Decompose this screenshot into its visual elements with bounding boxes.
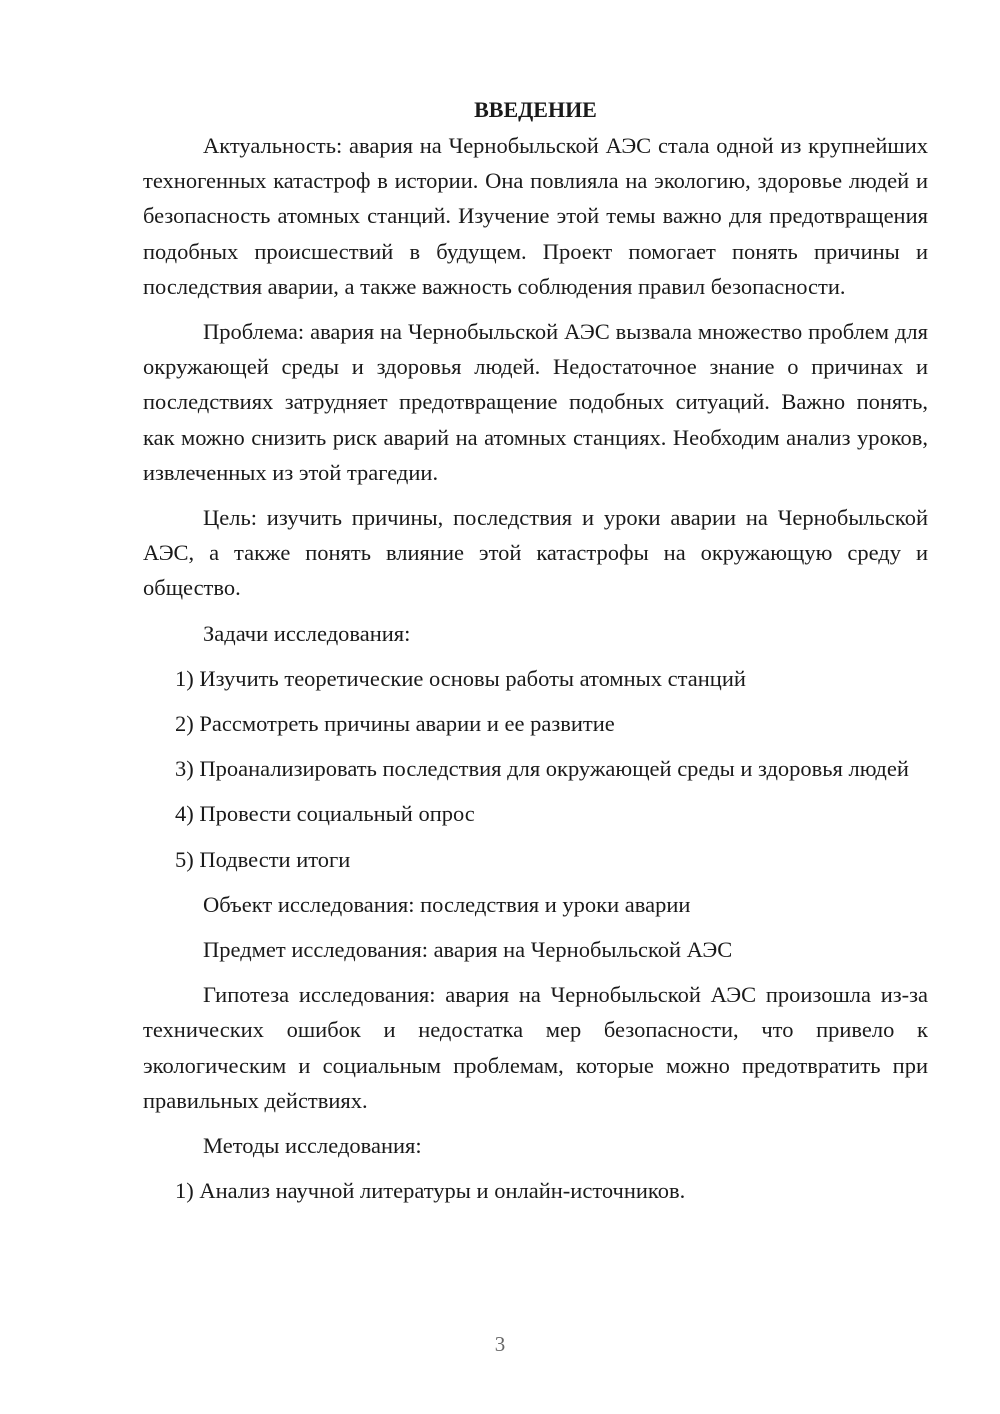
task-item-2: 2) Рассмотреть причины аварии и ее развитие [175, 711, 615, 737]
page-number: 3 [494, 1332, 506, 1356]
tasks-title: Задачи исследования: [203, 620, 411, 646]
task-item-4: 4) Провести социальный опрос [175, 801, 475, 827]
relevance-paragraph: Актуальность: авария на Чернобыльской АЭС стала одной из крупнейших техногенных катастроф в истории. Она повлияла на экологию, здоровье людей и безопасность атомных станций. Изучение этой темы важно для предотвращения подобных происшествий в будущем. Проект помогает понять причины и последствия аварии, а также важность соблюдения правил безопасности. [143, 133, 928, 299]
problem-paragraph: Проблема: авария на Чернобыльской АЭС вызвала множество проблем для окружающей среды и здоровья людей. Недостаточное знание о причинах и последствиях затрудняет предотвращение подобных ситуаций. Важно понять, как можно снизить риск аварий на атомных станциях. Необходим анализ уроков, извлеченных из этой трагедии. [143, 319, 928, 485]
page-heading: ВВЕДЕНИЕ [474, 97, 597, 122]
method-item-1: 1) Анализ научной литературы и онлайн-источников. [175, 1178, 686, 1204]
goal-paragraph: Цель: изучить причины, последствия и уроки аварии на Чернобыльской АЭС, а также понять влияние этой катастрофы на окружающую среду и общество. [143, 505, 928, 601]
research-object: Объект исследования: последствия и уроки аварии [203, 891, 691, 917]
task-item-3: 3) Проанализировать последствия для окружающей среды и здоровья людей [175, 756, 909, 782]
task-item-5: 5) Подвести итоги [175, 846, 351, 872]
hypothesis-paragraph: Гипотеза исследования: авария на Чернобыльской АЭС произошла из-за технических ошибок и недостатка мер безопасности, что привело к экологическим и социальным проблемам, которые можно предотвратить при правильных действиях. [143, 982, 928, 1113]
research-subject: Предмет исследования: авария на Чернобыльской АЭС [203, 937, 733, 963]
document-page [143, 92, 928, 1218]
task-item-1: 1) Изучить теоретические основы работы атомных станций [175, 665, 746, 691]
methods-title: Методы исследования: [203, 1133, 422, 1159]
